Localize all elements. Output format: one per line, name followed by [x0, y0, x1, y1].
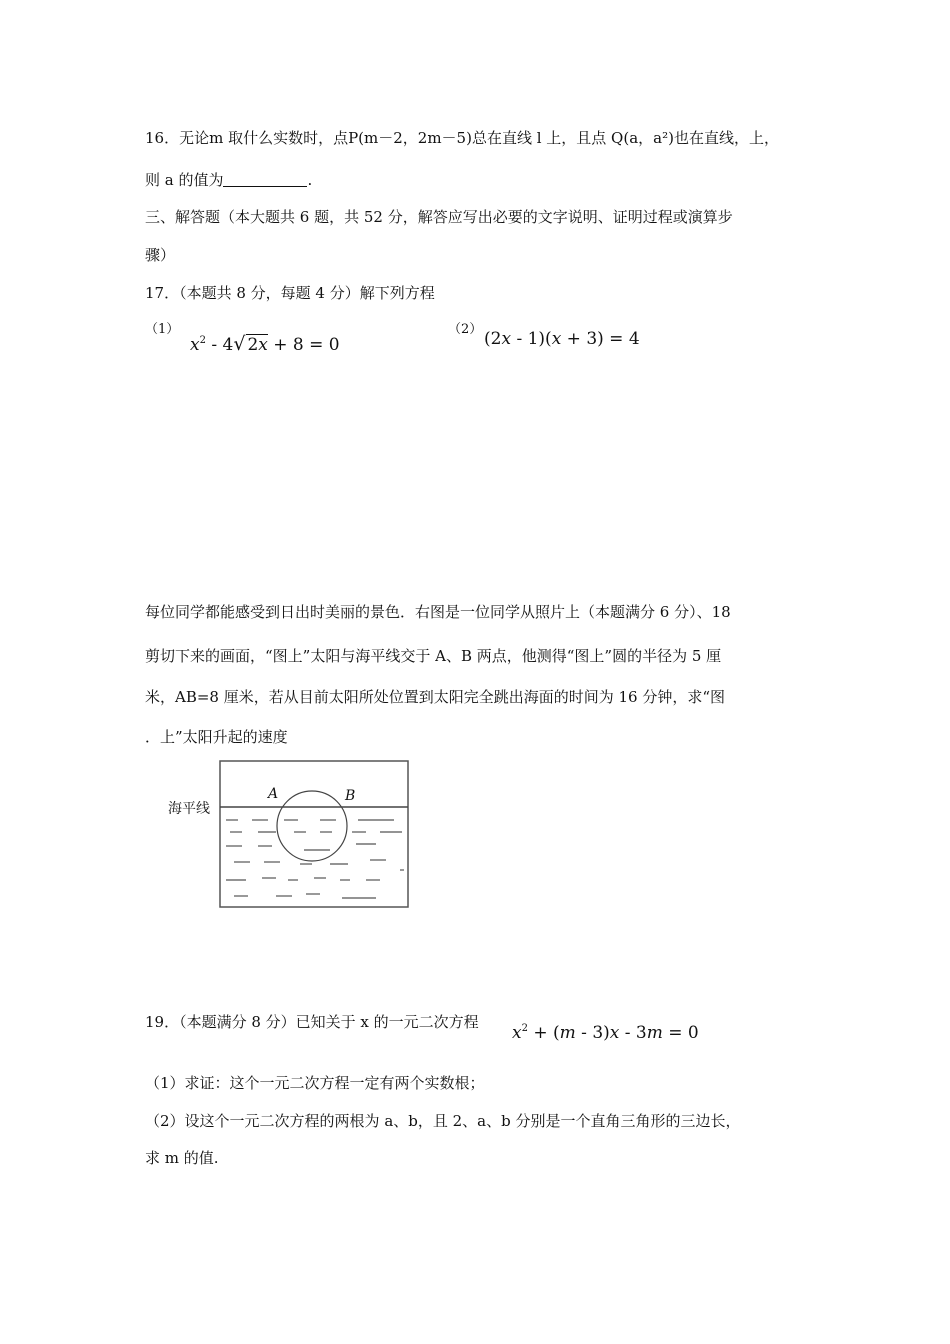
q19-part1: （1）求证：这个一元二次方程一定有两个实数根；: [145, 1074, 485, 1092]
q16-line2-prefix: 则 a 的值为: [145, 171, 224, 189]
figure-frame: [220, 761, 408, 907]
point-b-label: B: [345, 788, 356, 804]
q18-line1: 每位同学都能感受到日出时美丽的景色．右图是一位同学从照片上（本题满分 6 分）、18: [145, 603, 731, 621]
q18-line2: 剪切下来的画面，“图上”太阳与海平线交于 A、B 两点，他测得“图上”圆的半径为 5 厘: [145, 647, 722, 665]
q17-equation-1: $x^2 - 4√$ 2x + 8 = 0: [190, 333, 340, 355]
horizon-label: 海平线: [168, 801, 210, 817]
section3-heading: 三、解答题（本大题共 6 题，共 52 分，解答应写出必要的文字说明、证明过程或演算步: [145, 208, 733, 226]
q19-part2-line1: （2）设这个一元二次方程的两根为 a、b，且 2、a、b 分别是一个直角三角形的三边长，: [145, 1112, 741, 1130]
q19-header: 19．（本题满分 8 分）已知关于 x 的一元二次方程: [145, 1013, 479, 1031]
section3-heading-cont: 骤）: [145, 246, 176, 264]
answer-blank: [223, 172, 307, 187]
q16-line1: 16．无论m 取什么实数时，点P(m－2，2m－5)总在直线 l 上，且点 Q(a，a²)也在直线，上，: [145, 129, 779, 147]
sunrise-diagram: [180, 760, 430, 910]
q17-part1-label: （1）: [145, 322, 180, 337]
q17-equation-2: (2x - 1)(x + 3) = 4: [484, 329, 640, 349]
q16-line2-suffix: .: [307, 171, 313, 189]
q18-line3: 米，AB=8 厘米，若从目前太阳所处位置到太阳完全跳出海面的时间为 16 分钟，求“图: [145, 688, 726, 706]
q19-part2-line2: 求 m 的值.: [145, 1149, 219, 1167]
q17-part2-label: （2）: [448, 322, 483, 337]
q16-line2: [145, 170, 312, 190]
q19-equation: $x^2 + (m - 3)x - 3m = 0$: [512, 1023, 699, 1043]
q18-line4: ．上”太阳升起的速度: [145, 728, 288, 746]
water-dashes: [226, 820, 404, 898]
point-a-label: A: [268, 786, 279, 802]
sunrise-figure: [168, 760, 430, 910]
q17-header: 17．（本题共 8 分，每题 4 分）解下列方程: [145, 284, 435, 302]
